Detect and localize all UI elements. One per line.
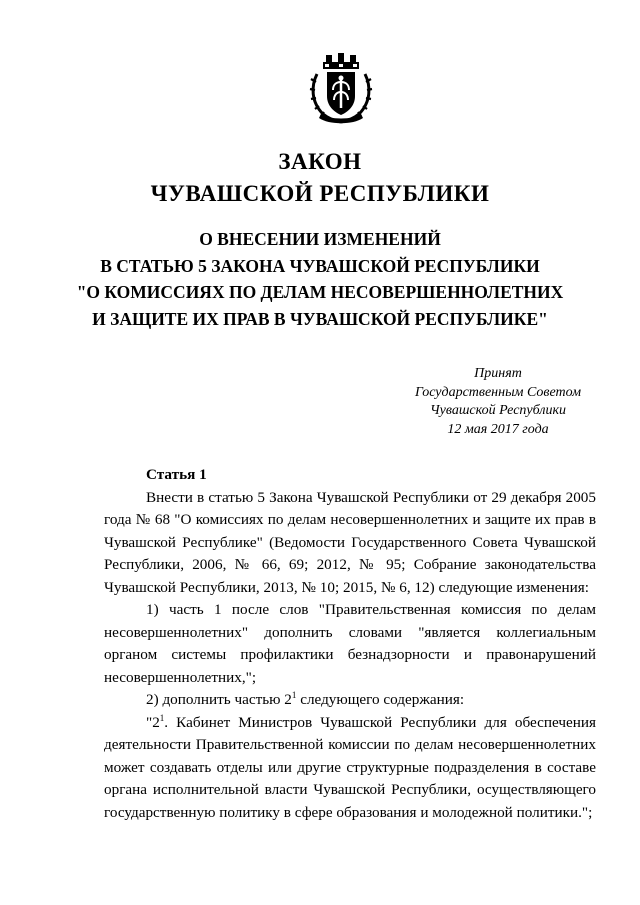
- item-2-superscript: 1: [291, 689, 297, 700]
- adoption-line-1: Принят: [474, 366, 522, 381]
- adoption-line-3: Чувашской Республики: [430, 403, 566, 418]
- adoption-note: [400, 365, 596, 439]
- quote-text: . Кабинет Министров Чувашской Республики для обеспечения деятельности Правительственной комиссии по делам несовершеннолетних может создавать отделы или другие структурные подразделения в составе органа исполнительной власти Чувашской Республики, осуществляющего государственную политику в сфере образования и молодежной политики.";: [104, 713, 596, 821]
- quoted-new-part: [104, 712, 596, 825]
- adoption-date: 12 мая 2017 года: [447, 421, 549, 437]
- article-body: [104, 464, 596, 824]
- article-intro-paragraph: Внести в статью 5 Закона Чувашской Республики от 29 декабря 2005 года № 68 "О комиссиях по делам несовершеннолетних и защите их прав в Чувашской Республике" (Ведомости Государственного Совета Чувашской Республики, 2006, № 66, 69; 2012, № 95; Собрание законодательства Чувашской Республики, 2013, № 10; 2015, № 6, 12) следующие изменения:: [104, 488, 596, 596]
- subject-line-2: В СТАТЬЮ 5 ЗАКОНА ЧУВАШСКОЙ РЕСПУБЛИКИ: [100, 255, 540, 276]
- item-2-text-end: следующего содержания:: [296, 691, 465, 708]
- law-title-line-2: ЧУВАШСКОЙ РЕСПУБЛИКИ: [150, 181, 490, 206]
- law-title: [0, 146, 640, 210]
- amendment-item-2: [104, 689, 596, 712]
- law-title-line-1: ЗАКОН: [278, 149, 362, 174]
- subject-line-3: "О КОМИССИЯХ ПО ДЕЛАМ НЕСОВЕРШЕННОЛЕТНИХ: [76, 282, 564, 302]
- law-subject: [0, 226, 640, 332]
- adoption-line-2: Государственным Советом: [414, 384, 582, 400]
- subject-line-1: О ВНЕСЕНИИ ИЗМЕНЕНИЙ: [199, 229, 441, 249]
- amendment-item-1: 1) часть 1 после слов "Правительственная комиссия по делам несовершеннолетних" дополнить словами "является коллегиальным органом системы профилактики безнадзорности и правонарушений несовершеннолетних,";: [104, 601, 596, 686]
- item-2-text-start: 2) дополнить частью 2: [146, 691, 292, 708]
- article-heading: Статья 1: [146, 466, 207, 483]
- quote-superscript: 1: [159, 712, 165, 723]
- chuvash-emblem-icon: [309, 52, 373, 126]
- subject-line-4: И ЗАЩИТЕ ИХ ПРАВ В ЧУВАШСКОЙ РЕСПУБЛИКЕ": [92, 308, 548, 329]
- quote-open: "2: [146, 713, 160, 731]
